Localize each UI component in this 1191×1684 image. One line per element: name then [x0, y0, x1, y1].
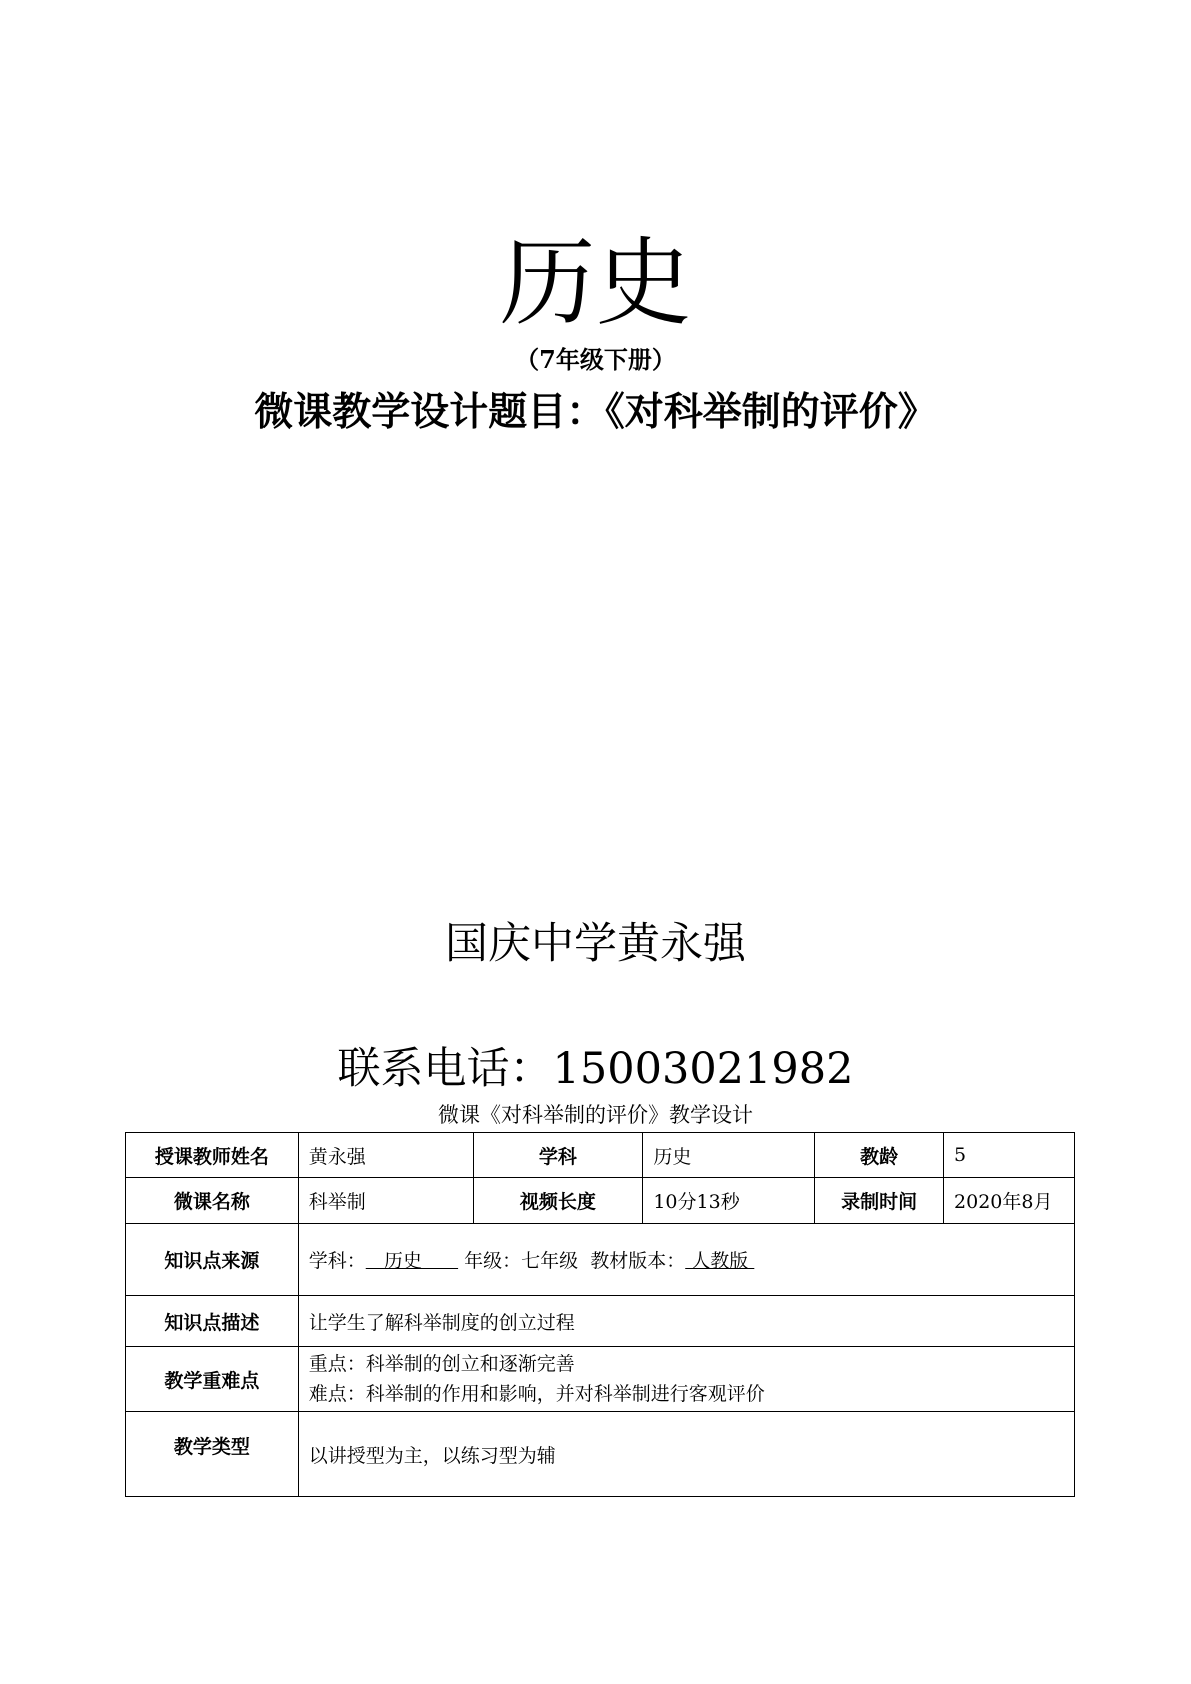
key-value: [298, 1347, 1074, 1412]
school-teacher: 国庆中学黄永强: [445, 919, 746, 969]
source-label: 知识点来源: [126, 1224, 299, 1296]
source-grade: 年级：七年级 教材版本：: [458, 1250, 686, 1272]
desc-label: 知识点描述: [126, 1296, 299, 1347]
teacher-value: 黄永强: [298, 1133, 473, 1178]
grade-label: （7年级下册）: [515, 345, 676, 374]
design-table: [125, 1132, 1075, 1497]
length-value: 10分13秒: [643, 1178, 815, 1224]
name-label: 微课名称: [126, 1178, 299, 1224]
subject-label: 学科: [473, 1133, 643, 1178]
source-subject-prefix: 学科：: [308, 1250, 366, 1272]
desc-value: 让学生了解科举制度的创立过程: [298, 1296, 1074, 1347]
record-value: 2020年8月: [944, 1178, 1075, 1224]
difficulty: 难点：科举制的作用和影响，并对科举制进行客观评价: [308, 1383, 765, 1405]
source-edition: 人教版: [685, 1250, 755, 1272]
topic-title: 微课教学设计题目：《对科举制的评价》: [254, 390, 937, 435]
phone-number: 联系电话：15003021982: [337, 1044, 854, 1094]
years-value: 5: [944, 1133, 1075, 1178]
length-label: 视频长度: [473, 1178, 643, 1224]
source-subject: 历史: [365, 1250, 459, 1272]
table-row: [126, 1412, 1075, 1497]
table-row: [126, 1178, 1075, 1224]
subject-title: 历史: [499, 227, 692, 339]
table-title: 微课《对科举制的评价》教学设计: [438, 1103, 753, 1127]
table-row: [126, 1133, 1075, 1178]
record-label: 录制时间: [815, 1178, 944, 1224]
key-label: 教学重难点: [126, 1347, 299, 1412]
teacher-label: 授课教师姓名: [126, 1133, 299, 1178]
name-value: 科举制: [298, 1178, 473, 1224]
key-point: 重点：科举制的创立和逐渐完善: [308, 1353, 575, 1375]
table-row: [126, 1296, 1075, 1347]
source-value: [298, 1224, 1074, 1296]
table-row: [126, 1224, 1075, 1296]
years-label: 教龄: [815, 1133, 944, 1178]
type-label: 教学类型: [126, 1412, 299, 1497]
subject-value: 历史: [643, 1133, 815, 1178]
table-row: [126, 1347, 1075, 1412]
type-value: 以讲授型为主，以练习型为辅: [298, 1412, 1074, 1497]
